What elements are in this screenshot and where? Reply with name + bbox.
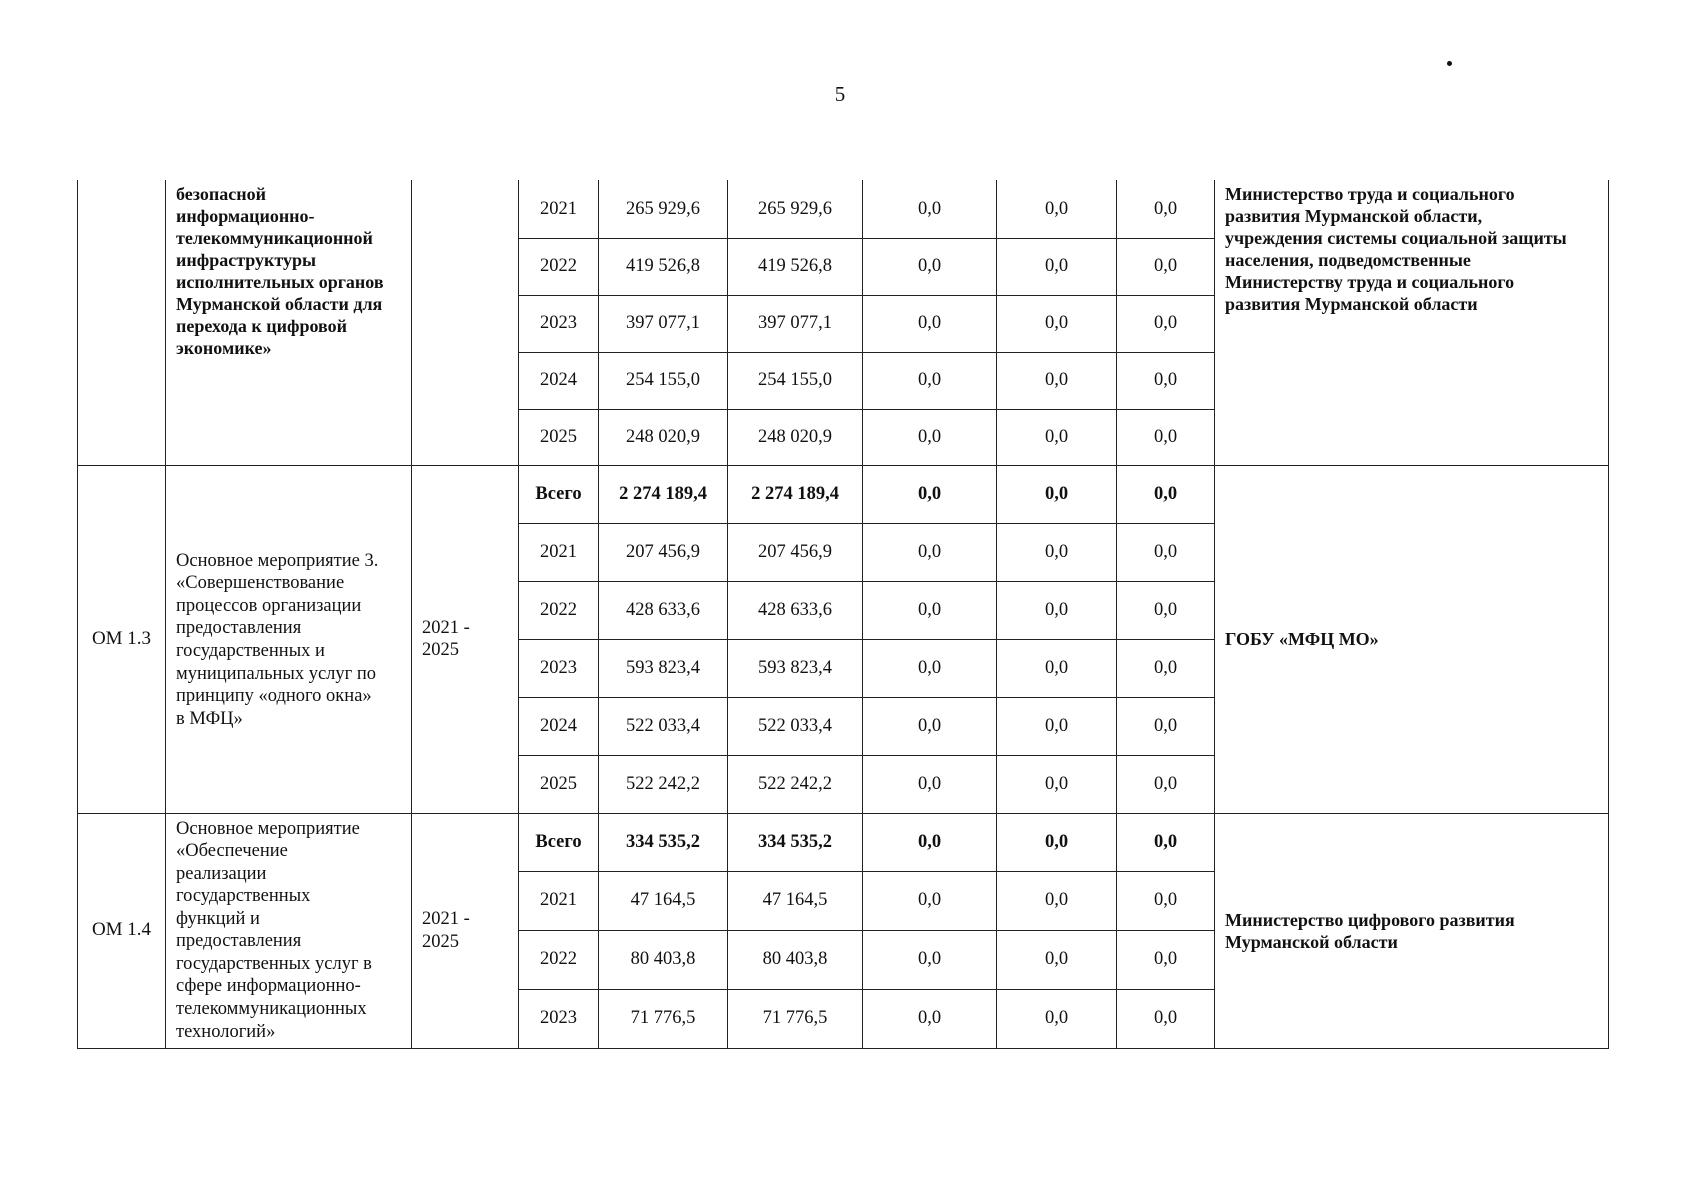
total-cell: 397 077,1	[599, 295, 728, 352]
activity-name-line: безопасной	[176, 184, 266, 204]
federal-budget-cell: 0,0	[863, 697, 997, 755]
local-budget-cell: 0,0	[997, 409, 1117, 465]
period-line: 2021 -	[422, 909, 470, 930]
activity-name-line: информационно-	[176, 205, 315, 226]
activity-name-line: сфере информационно-	[176, 976, 361, 997]
total-cell: 428 633,6	[599, 581, 728, 639]
regional-budget-cell: 207 456,9	[728, 523, 863, 581]
executor-line: Министерство цифрового развития	[1225, 909, 1515, 930]
local-budget-cell: 0,0	[997, 180, 1117, 238]
extrabudgetary-cell: 0,0	[1117, 639, 1215, 697]
year-cell: Всего	[519, 813, 599, 871]
year-cell: 2022	[519, 238, 599, 295]
regional-budget-cell: 428 633,6	[728, 581, 863, 639]
extrabudgetary-cell: 0,0	[1117, 409, 1215, 465]
regional-budget-cell: 248 020,9	[728, 409, 863, 465]
executor-line: развития Мурманской области,	[1225, 205, 1483, 226]
executor-line: Министерству труда и социального	[1225, 271, 1515, 292]
activity-name-line: государственных и	[176, 641, 325, 661]
table-row	[78, 180, 1609, 238]
local-budget-cell: 0,0	[997, 813, 1117, 871]
year-cell: 2022	[519, 930, 599, 989]
row-code: ОМ 1.3	[78, 465, 166, 813]
activity-name-line: реализации	[176, 863, 267, 884]
regional-budget-cell: 71 776,5	[728, 989, 863, 1048]
activity-name-line: предоставления	[176, 931, 302, 952]
activity-name	[166, 180, 412, 465]
year-cell: 2021	[519, 523, 599, 581]
regional-budget-cell: 80 403,8	[728, 930, 863, 989]
extrabudgetary-cell: 0,0	[1117, 352, 1215, 409]
federal-budget-cell: 0,0	[863, 989, 997, 1048]
local-budget-cell: 0,0	[997, 295, 1117, 352]
executor-line: населения, подведомственные	[1225, 249, 1471, 270]
federal-budget-cell: 0,0	[863, 813, 997, 871]
federal-budget-cell: 0,0	[863, 639, 997, 697]
activity-name-line: процессов организации	[176, 595, 362, 616]
federal-budget-cell: 0,0	[863, 930, 997, 989]
regional-budget-cell: 265 929,6	[728, 180, 863, 238]
total-cell: 207 456,9	[599, 523, 728, 581]
local-budget-cell: 0,0	[997, 238, 1117, 295]
federal-budget-cell: 0,0	[863, 295, 997, 352]
total-cell: 522 033,4	[599, 697, 728, 755]
federal-budget-cell: 0,0	[863, 871, 997, 930]
regional-budget-cell: 334 535,2	[728, 813, 863, 871]
extrabudgetary-cell: 0,0	[1117, 989, 1215, 1048]
total-cell: 47 164,5	[599, 871, 728, 930]
regional-budget-cell: 522 033,4	[728, 697, 863, 755]
activity-name-line: Основное мероприятие	[176, 818, 360, 839]
federal-budget-cell: 0,0	[863, 180, 997, 238]
year-cell: 2023	[519, 989, 599, 1048]
activity-name-line: «Совершенствование	[176, 573, 345, 594]
period-line: 2021 -	[422, 617, 470, 638]
extrabudgetary-cell: 0,0	[1117, 755, 1215, 813]
local-budget-cell: 0,0	[997, 930, 1117, 989]
extrabudgetary-cell: 0,0	[1117, 295, 1215, 352]
year-cell: 2022	[519, 581, 599, 639]
activity-name-line: принципу «одного окна»	[176, 686, 372, 707]
executor-line: развития Мурманской области	[1225, 293, 1478, 314]
activity-name-line: исполнительных органов	[176, 271, 384, 292]
implementation-period	[412, 180, 519, 465]
activity-name-line: телекоммуникационных	[176, 999, 367, 1019]
year-cell: 2025	[519, 409, 599, 465]
extrabudgetary-cell: 0,0	[1117, 238, 1215, 295]
regional-budget-cell: 254 155,0	[728, 352, 863, 409]
activity-name-line: технологий»	[176, 1021, 276, 1042]
activity-name-line: Основное мероприятие 3.	[176, 550, 379, 571]
scan-speck	[1447, 61, 1452, 66]
extrabudgetary-cell: 0,0	[1117, 523, 1215, 581]
activity-name-line: инфраструктуры	[176, 249, 317, 270]
regional-budget-cell: 522 242,2	[728, 755, 863, 813]
local-budget-cell: 0,0	[997, 755, 1117, 813]
local-budget-cell: 0,0	[997, 523, 1117, 581]
year-cell: 2021	[519, 871, 599, 930]
implementation-period	[412, 465, 519, 813]
extrabudgetary-cell: 0,0	[1117, 930, 1215, 989]
total-cell: 419 526,8	[599, 238, 728, 295]
page-number: 5	[834, 82, 846, 106]
total-cell: 334 535,2	[599, 813, 728, 871]
activity-name-line: государственных	[176, 886, 311, 907]
responsible-executor	[1215, 813, 1609, 1048]
federal-budget-cell: 0,0	[863, 409, 997, 465]
regional-budget-cell: 593 823,4	[728, 639, 863, 697]
period-line: 2025	[422, 931, 459, 952]
regional-budget-cell: 397 077,1	[728, 295, 863, 352]
extrabudgetary-cell: 0,0	[1117, 465, 1215, 523]
extrabudgetary-cell: 0,0	[1117, 813, 1215, 871]
activity-name-line: муниципальных услуг по	[176, 663, 377, 684]
table-row	[78, 465, 1609, 523]
period-line: 2025	[422, 640, 459, 660]
activity-name-line: «Обеспечение	[176, 841, 288, 862]
regional-budget-cell: 419 526,8	[728, 238, 863, 295]
table-row	[78, 813, 1609, 871]
total-cell: 80 403,8	[599, 930, 728, 989]
activity-name-line: телекоммуникационной	[176, 227, 373, 248]
local-budget-cell: 0,0	[997, 639, 1117, 697]
year-cell: 2024	[519, 352, 599, 409]
extrabudgetary-cell: 0,0	[1117, 871, 1215, 930]
federal-budget-cell: 0,0	[863, 581, 997, 639]
year-cell: 2024	[519, 697, 599, 755]
total-cell: 254 155,0	[599, 352, 728, 409]
activity-name-line: в МФЦ»	[176, 708, 243, 729]
total-cell: 593 823,4	[599, 639, 728, 697]
activity-name-line: функций и	[176, 908, 260, 929]
local-budget-cell: 0,0	[997, 465, 1117, 523]
row-code	[78, 180, 166, 465]
federal-budget-cell: 0,0	[863, 352, 997, 409]
year-cell: Всего	[519, 465, 599, 523]
local-budget-cell: 0,0	[997, 352, 1117, 409]
executor-line: учреждения системы социальной защиты	[1225, 227, 1567, 248]
executor-line: Мурманской области	[1225, 931, 1398, 952]
activity-name-line: перехода к цифровой	[176, 315, 347, 336]
extrabudgetary-cell: 0,0	[1117, 581, 1215, 639]
regional-budget-cell: 47 164,5	[728, 871, 863, 930]
federal-budget-cell: 0,0	[863, 238, 997, 295]
regional-budget-cell: 2 274 189,4	[728, 465, 863, 523]
federal-budget-cell: 0,0	[863, 755, 997, 813]
year-cell: 2023	[519, 295, 599, 352]
total-cell: 2 274 189,4	[599, 465, 728, 523]
total-cell: 248 020,9	[599, 409, 728, 465]
activity-name-line: экономике»	[176, 337, 272, 358]
activity-name	[166, 813, 412, 1048]
implementation-period	[412, 813, 519, 1048]
activity-name-line: предоставления	[176, 618, 302, 639]
federal-budget-cell: 0,0	[863, 465, 997, 523]
total-cell: 71 776,5	[599, 989, 728, 1048]
total-cell: 265 929,6	[599, 180, 728, 238]
extrabudgetary-cell: 0,0	[1117, 180, 1215, 238]
extrabudgetary-cell: 0,0	[1117, 697, 1215, 755]
funding-table	[77, 180, 1609, 1049]
activity-name-line: государственных услуг в	[176, 953, 372, 974]
local-budget-cell: 0,0	[997, 697, 1117, 755]
federal-budget-cell: 0,0	[863, 523, 997, 581]
local-budget-cell: 0,0	[997, 871, 1117, 930]
local-budget-cell: 0,0	[997, 989, 1117, 1048]
total-cell: 522 242,2	[599, 755, 728, 813]
executor-line: ГОБУ «МФЦ МО»	[1225, 629, 1379, 650]
responsible-executor	[1215, 180, 1609, 465]
local-budget-cell: 0,0	[997, 581, 1117, 639]
activity-name	[166, 465, 412, 813]
year-cell: 2025	[519, 755, 599, 813]
executor-line: Министерство труда и социального	[1225, 184, 1515, 204]
activity-name-line: Мурманской области для	[176, 293, 383, 314]
row-code: ОМ 1.4	[78, 813, 166, 1048]
year-cell: 2023	[519, 639, 599, 697]
year-cell: 2021	[519, 180, 599, 238]
responsible-executor	[1215, 465, 1609, 813]
table-body	[78, 180, 1609, 1048]
